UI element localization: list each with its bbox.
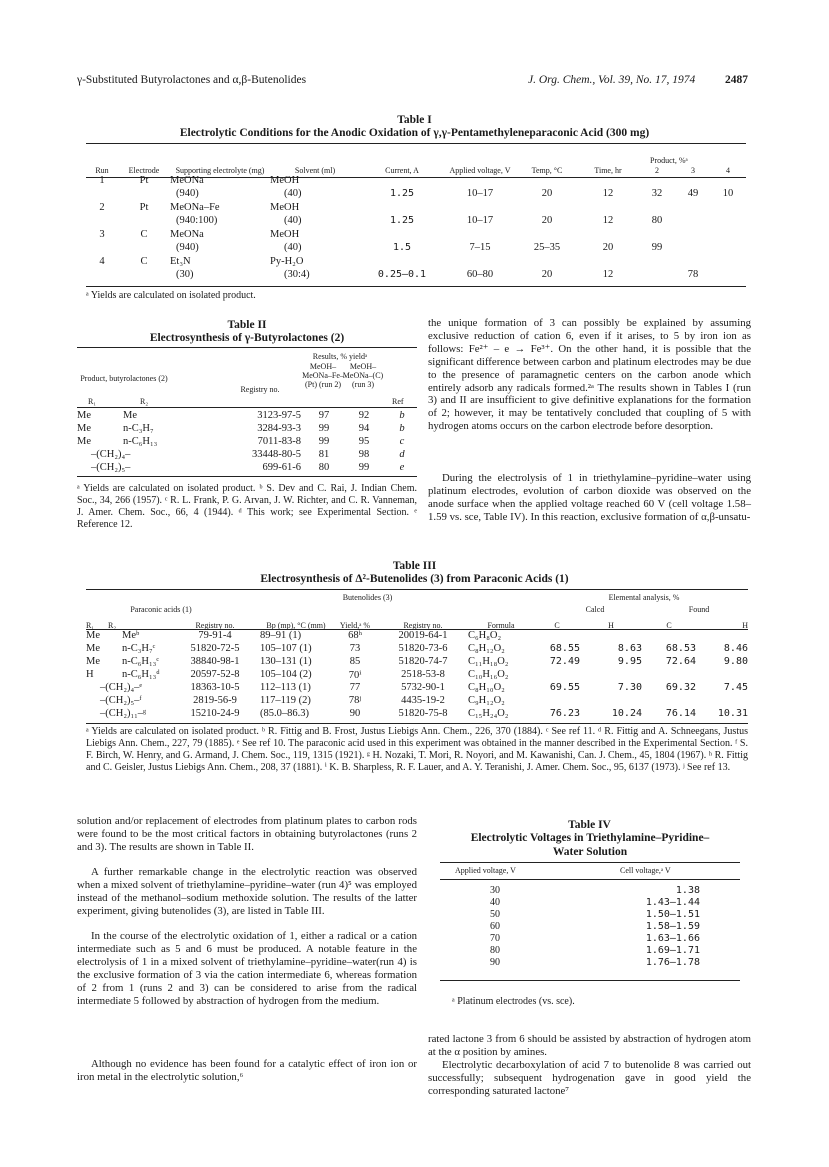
t3-registry-butenolide: 51820-75-8 xyxy=(398,708,448,719)
t3-registry-acid: 2819-56-9 xyxy=(193,695,237,706)
table3-head-rule xyxy=(86,629,748,630)
t3-r1: –(CH₂)₁₁–ᵍ xyxy=(100,708,147,719)
t1-run: 3 xyxy=(99,229,105,240)
t3-formula: C₆H₈O₂ xyxy=(468,630,502,641)
table3-label: Table III xyxy=(392,560,437,572)
t3-formula: C₉H₁₂O₂ xyxy=(468,695,505,706)
t1-voltage: 60–80 xyxy=(466,269,494,280)
table4-label: Table IV xyxy=(568,819,611,831)
t3-h-r1: R₁ xyxy=(86,621,95,630)
t3-yield: 73 xyxy=(349,643,361,654)
t3-calcd-c: 76.23 xyxy=(549,708,580,719)
t3-registry-butenolide: 51820-73-6 xyxy=(398,643,448,654)
table3-row xyxy=(86,630,748,643)
t1-product4 xyxy=(710,242,746,256)
t3-found-c xyxy=(642,669,696,682)
t1-product3 xyxy=(676,215,710,229)
t1-electrolyte-amount: (30) xyxy=(176,269,194,280)
t1-solvent: MeOH xyxy=(270,229,300,240)
t1-electrolyte: Et₃N xyxy=(170,256,191,267)
t3-registry-acid: 18363-10-5 xyxy=(190,682,240,693)
t1-current: 1.25 xyxy=(389,215,415,226)
table1-row-cont xyxy=(86,188,746,202)
t3-calcd-c xyxy=(534,695,580,708)
running-header-left: γ-Substituted Butyrolactones and α,β-Butenolides xyxy=(77,74,307,86)
t3-registry-butenolide: 5732-90-1 xyxy=(401,682,445,693)
t1-electrolyte: MeONa xyxy=(170,229,204,240)
t4-applied: 40 xyxy=(490,897,500,908)
table3-footnote: ᵃ Yields are calculated on isolated product. ᵇ R. Fittig and B. Frost, Justus Liebigs Ann. Chem., 226, 370 (1884). ᶜ See ref 11. ᵈ R. Fittig and A. Schneegans, Justus Liebigs Ann. Chem., 227, 79 (1885). ᵉ See ref 10. The paraconic acid used in this experiment was obtained in the manner described in the Experimental Section. ᶠ S. F. Birch, W. Henry, and G. Armand, J. Chem. Soc., 119, 1315 (1921). ᵍ H. Nozaki, T. Mori, R. Noyori, and M. Kawanishi, Can. J. Chem., 45, 1804 (1967). ʰ R. Fittig and C. Geisler, Justus Liebigs Ann. Chem., 208, 37 (1881). ⁱ K. B. Sharpless, R. F. Lauer, and A. Y. Teranishi, J. Amer. Chem. Soc., 95, 6137 (1973). ʲ See ref 13. xyxy=(86,726,748,773)
t1-product3: 78 xyxy=(687,269,699,280)
t2-h-product: Product, butyrolactones (2) xyxy=(80,374,168,383)
t1-h-electrode: Electrode xyxy=(128,166,160,175)
t2-h-run2: MeOH–MeONa–Fe–(Pt) (run 2) xyxy=(302,362,344,389)
t1-h-p3: 3 xyxy=(691,166,695,175)
t2-ref: c xyxy=(399,436,405,447)
t2-yield-run2: 80 xyxy=(318,462,330,473)
t1-electrode: Pt xyxy=(139,175,149,186)
t1-run: 1 xyxy=(99,175,105,186)
t3-registry-acid: 79-91-4 xyxy=(198,630,232,641)
table4-row xyxy=(440,945,740,957)
t4-cell: 1.63–1.66 xyxy=(645,933,700,944)
t3-registry-acid: 51820-72-5 xyxy=(190,643,240,654)
t1-electrode: C xyxy=(140,256,148,267)
t3-found-h: 10.31 xyxy=(717,708,748,719)
t4-cell: 1.58–1.59 xyxy=(645,921,700,932)
t3-registry-butenolide: 2518-53-8 xyxy=(401,669,445,680)
t1-electrolyte: MeONa–Fe xyxy=(170,202,220,213)
t2-yield-run3: 95 xyxy=(358,436,370,447)
t3-calcd-c xyxy=(534,669,580,682)
table4-row xyxy=(440,933,740,945)
t1-product2: 32 xyxy=(651,188,663,199)
t1-product4: 10 xyxy=(722,188,734,199)
table4-row xyxy=(440,885,740,897)
t2-ref: b xyxy=(399,410,405,421)
t3-bp: 105–107 (1) xyxy=(260,643,312,654)
table1-row-cont xyxy=(86,242,746,256)
t1-current: 1.5 xyxy=(392,242,412,253)
left-paragraph-2: A further remarkable change in the electrolytic reaction was observed when a mixed solvent of triethylamine–pyridine–water (run 4)⁵ was employed instead of the methanol–sodium methoxide solution. The results of the latter experiment, giving butenolides (3), are listed in Table III. xyxy=(77,866,417,917)
t3-found-c xyxy=(642,630,696,643)
table3-row xyxy=(86,682,748,695)
t2-r2: n-C₆H₁₃ xyxy=(123,436,158,447)
table2-row xyxy=(77,423,417,436)
table1-footnote: ᵃ Yields are calculated on isolated product. xyxy=(86,290,256,301)
t3-group-elemental: Elemental analysis, % xyxy=(608,593,680,602)
t1-run: 2 xyxy=(99,202,105,213)
table1-bottom-rule xyxy=(86,286,746,287)
table4-row xyxy=(440,897,740,909)
t4-cell: 1.43–1.44 xyxy=(645,897,700,908)
t3-r1: H xyxy=(86,669,94,680)
t3-calcd-h: 8.63 xyxy=(617,643,642,654)
t2-r2: n-C₃H₇ xyxy=(123,423,154,434)
t4-applied: 50 xyxy=(490,909,500,920)
t1-h-run: Run xyxy=(95,166,109,175)
t2-yield-run3: 92 xyxy=(358,410,370,421)
table4-top-rule xyxy=(440,862,740,863)
t4-applied: 30 xyxy=(490,885,500,896)
t1-solvent: MeOH xyxy=(270,202,300,213)
table1-head-rule xyxy=(86,177,746,178)
t3-h-calc-c: C xyxy=(554,621,560,630)
table1 xyxy=(86,145,746,283)
t4-cell: 1.38 xyxy=(675,885,700,896)
t4-applied: 80 xyxy=(490,945,500,956)
t3-calcd-h xyxy=(580,630,642,643)
t1-solvent-amount: (40) xyxy=(284,188,302,199)
t1-h-product-group: Product, %ᵃ xyxy=(650,156,688,165)
t2-h-ref: Ref xyxy=(392,397,404,406)
t3-yield: 68ʰ xyxy=(348,630,362,641)
t3-calcd-h: 10.24 xyxy=(611,708,642,719)
table2-row xyxy=(77,449,417,462)
t2-yield-run2: 97 xyxy=(318,410,330,421)
table1-row xyxy=(86,256,746,269)
t3-h-reg1: Registry no. xyxy=(195,621,235,630)
table2-row xyxy=(77,462,417,475)
table4 xyxy=(440,885,740,969)
t4-h-applied: Applied voltage, V xyxy=(455,866,516,875)
t3-found-h xyxy=(696,695,748,708)
t1-product4 xyxy=(710,269,746,283)
t2-h-r2: R₂ xyxy=(140,397,149,406)
t1-product4 xyxy=(710,215,746,229)
t1-h-voltage: Applied voltage, V xyxy=(449,166,511,175)
t4-applied: 70 xyxy=(490,933,500,944)
right-paragraph-2: During the electrolysis of 1 in triethylamine–pyridine–water using platinum electrodes, evolution of carbon dioxide was observed on the anode surface when the applied voltage reached 60 V (cell voltage 1.58–1.59 vs. sce, Table IV). In this reaction, exclusive formation of α,β-unsatu- xyxy=(428,472,751,523)
t2-yield-run2: 99 xyxy=(318,423,330,434)
t1-h-p2: 2 xyxy=(655,166,659,175)
table2-top-rule xyxy=(77,347,417,348)
table2-row xyxy=(77,436,417,449)
left-paragraph-4: Although no evidence has been found for a catalytic effect of iron ion or iron metal in the electrolytic solution,⁶ xyxy=(77,1058,417,1083)
t1-temp: 20 xyxy=(541,269,553,280)
t1-voltage: 10–17 xyxy=(466,215,494,226)
t3-r2: n-C₆H₁₃ᶜ xyxy=(122,656,160,667)
table2-head-rule xyxy=(77,407,417,408)
t3-found-c: 68.53 xyxy=(665,643,696,654)
t1-solvent-amount: (40) xyxy=(284,242,302,253)
t4-cell: 1.76–1.78 xyxy=(645,957,700,968)
table4-footnote: ᵃ Platinum electrodes (vs. sce). xyxy=(452,996,575,1007)
right-paragraph-4: Electrolytic decarboxylation of acid 7 to butenolide 8 was carried out successfully; subsequent hydrogenation gave in good yield the corresponding saturated lactone⁷ xyxy=(428,1059,751,1097)
t3-found-h: 7.45 xyxy=(723,682,748,693)
t1-product2: 80 xyxy=(651,215,663,226)
t4-applied: 90 xyxy=(490,957,500,968)
t1-product3 xyxy=(676,242,710,256)
t1-time: 20 xyxy=(602,242,614,253)
table4-head-rule xyxy=(440,879,740,880)
t1-solvent: Py-H₂O xyxy=(270,256,304,267)
t3-group-paraconic: Paraconic acids (1) xyxy=(130,605,192,614)
t1-h-p4: 4 xyxy=(726,166,730,175)
t1-electrode: Pt xyxy=(139,202,149,213)
t1-time: 12 xyxy=(602,188,614,199)
table2-row xyxy=(77,410,417,423)
t2-h-registry: Registry no. xyxy=(240,385,280,394)
t3-registry-acid: 38840-98-1 xyxy=(190,656,240,667)
t1-h-time: Time, hr xyxy=(594,166,622,175)
t3-group-calcd: Calcd xyxy=(585,605,605,614)
t3-yield: 78ʲ xyxy=(348,695,362,706)
table2 xyxy=(77,410,417,475)
t2-yield-run3: 94 xyxy=(358,423,370,434)
t3-h-calc-h: H xyxy=(608,621,614,630)
t3-yield: 90 xyxy=(349,708,361,719)
t4-applied: 60 xyxy=(490,921,500,932)
t3-bp: (85.0–86.3) xyxy=(260,708,309,719)
t1-h-temp: Temp, °C xyxy=(531,166,563,175)
t1-h-current: Current, A xyxy=(385,166,419,175)
t1-electrolyte: MeONa xyxy=(170,175,204,186)
table4-bottom-rule xyxy=(440,980,740,981)
t4-h-cell: Cell voltage,ᵃ V xyxy=(620,866,671,875)
t3-h-r2: R₂ xyxy=(108,621,117,630)
table1-row-cont xyxy=(86,269,746,283)
table2-title: Electrosynthesis of γ-Butyrolactones (2) xyxy=(149,332,345,344)
right-paragraph-3: rated lactone 3 from 6 should be assisted by abstraction of hydrogen atom at the α position by amines. xyxy=(428,1033,751,1058)
t3-found-h xyxy=(696,630,748,643)
running-header-journal: J. Org. Chem., Vol. 39, No. 17, 1974 xyxy=(528,74,696,86)
t4-cell: 1.50–1.51 xyxy=(645,909,700,920)
t3-r1: –(CH₂)₄–ᵉ xyxy=(100,682,143,693)
t3-found-c xyxy=(642,695,696,708)
table2-bottom-rule xyxy=(77,476,417,477)
table2-footnote: ᵃ Yields are calculated on isolated product. ᵇ S. Dev and C. Rai, J. Indian Chem. Soc., 34, 266 (1957). ᶜ R. L. Frank, P. G. Arvan, J. W. Richter, and C. R. Vanneman, J. Amer. Chem. Soc., 66, 4 (1944). ᵈ This work; see Experimental Section. ᵉ Reference 12. xyxy=(77,483,417,530)
table3-row xyxy=(86,695,748,708)
t3-calcd-c: 72.49 xyxy=(549,656,580,667)
t3-found-h: 9.80 xyxy=(723,656,748,667)
left-paragraph-3: In the course of the electrolytic oxidation of 1, either a radical or a cation intermediate such as 5 and 6 must be produced. A notable feature in the electrolysis of 1 in a mixed solvent of triethylamine–pyridine–water(run 4) is the exclusive formation of 3 via the cation intermediate 6, whereas formation of 2 from 1 (runs 2 and 3) can be considered to arise from the radical intermediate 5 followed by abstraction of hydrogen from the medium. xyxy=(77,930,417,1007)
t1-current: 1.25 xyxy=(389,188,415,199)
t2-h-results: Results, % yieldᵃ xyxy=(312,352,368,361)
t3-r1: –(CH₂)₅–ᶠ xyxy=(100,695,142,706)
t3-registry-acid: 20597-52-8 xyxy=(190,669,240,680)
t2-r1: –(CH₂)₅– xyxy=(91,462,131,473)
t2-yield-run3: 98 xyxy=(358,449,370,460)
t3-r1: Me xyxy=(86,656,100,667)
table1-row xyxy=(86,229,746,242)
t3-registry-butenolide: 4435-19-2 xyxy=(401,695,445,706)
table3-row xyxy=(86,708,748,721)
t3-registry-acid: 15210-24-9 xyxy=(190,708,240,719)
t1-solvent-amount: (30:4) xyxy=(284,269,310,280)
t1-solvent: MeOH xyxy=(270,175,300,186)
t1-electrolyte-amount: (940) xyxy=(176,188,199,199)
t3-found-c: 76.14 xyxy=(665,708,696,719)
t2-r1: Me xyxy=(77,436,91,447)
table3-row xyxy=(86,643,748,656)
t3-bp: 130–131 (1) xyxy=(260,656,312,667)
table4-row xyxy=(440,921,740,933)
t3-bp: 112–113 (1) xyxy=(260,682,311,693)
t3-found-c: 72.64 xyxy=(665,656,696,667)
t1-h-electrolyte: Supporting electrolyte (mg) xyxy=(175,166,265,175)
t2-r1: –(CH₂)₄– xyxy=(91,449,131,460)
t3-bp: 89–91 (1) xyxy=(260,630,302,641)
t1-run: 4 xyxy=(99,256,105,267)
t2-registry: 699-61-6 xyxy=(262,462,301,473)
t3-calcd-h: 9.95 xyxy=(617,656,642,667)
table3-row xyxy=(86,656,748,669)
t3-h-found-c: C xyxy=(666,621,672,630)
t1-electrode: C xyxy=(140,229,148,240)
t3-h-bp: Bp (mp), °C (mm) xyxy=(266,621,326,630)
t3-found-h xyxy=(696,669,748,682)
t3-bp: 117–119 (2) xyxy=(260,695,311,706)
t3-group-butenolides: Butenolides (3) xyxy=(342,593,393,602)
table1-row-cont xyxy=(86,215,746,229)
table3-row xyxy=(86,669,748,682)
t3-formula: C₈H₁₀O₂ xyxy=(468,682,505,693)
t2-yield-run3: 99 xyxy=(358,462,370,473)
t3-found-c: 69.32 xyxy=(665,682,696,693)
t1-h-solvent: Solvent (ml) xyxy=(294,166,336,175)
t3-h-formula: Formula xyxy=(487,621,515,630)
t2-h-r1: R₁ xyxy=(88,397,97,406)
t1-temp: 20 xyxy=(541,215,553,226)
t3-r2: n-C₆H₁₃ᵈ xyxy=(122,669,160,680)
t2-registry: 3123-97-5 xyxy=(257,410,301,421)
table4-row xyxy=(440,957,740,969)
t3-yield: 77 xyxy=(349,682,361,693)
table3-bottom-rule xyxy=(86,723,748,724)
table1-row xyxy=(86,202,746,215)
t1-product3: 49 xyxy=(687,188,699,199)
table1-top-rule xyxy=(86,143,746,144)
table4-row xyxy=(440,909,740,921)
t1-voltage: 7–15 xyxy=(469,242,491,253)
t3-formula: C₈H₁₂O₂ xyxy=(468,643,505,654)
table3-title: Electrosynthesis of Δ²-Butenolides (3) from Paraconic Acids (1) xyxy=(260,573,569,585)
t2-r1: Me xyxy=(77,423,91,434)
t1-voltage: 10–17 xyxy=(466,188,494,199)
t1-time: 12 xyxy=(602,269,614,280)
t2-ref: d xyxy=(399,449,405,460)
t3-h-reg2: Registry no. xyxy=(403,621,443,630)
t1-electrolyte-amount: (940) xyxy=(176,242,199,253)
t4-cell: 1.69–1.71 xyxy=(645,945,700,956)
t3-calcd-h xyxy=(580,669,642,682)
t3-r2: n-C₃H₇ᶜ xyxy=(122,643,156,654)
t3-registry-butenolide: 20019-64-1 xyxy=(398,630,448,641)
t2-h-run3: MeOH–MeONa–(C) (run 3) xyxy=(342,362,384,389)
t3-h-yield: Yield,ᵃ % xyxy=(339,621,371,630)
table1-label: Table I xyxy=(397,114,432,126)
left-paragraph-1: solution and/or replacement of electrodes from platinum plates to carbon rods were found to be the most critical factors in obtaining butyrolactones (runs 2 and 3). The results are shown in Table II. xyxy=(77,815,417,853)
table1-title: Electrolytic Conditions for the Anodic Oxidation of γ,γ-Pentamethyleneparaconic Acid (300 mg) xyxy=(179,127,650,139)
t3-group-found: Found xyxy=(688,605,710,614)
t3-calcd-c: 69.55 xyxy=(549,682,580,693)
t3-r1: Me xyxy=(86,630,100,641)
t3-calcd-c xyxy=(534,630,580,643)
t2-ref: b xyxy=(399,423,405,434)
table4-title: Electrolytic Voltages in Triethylamine–Pyridine–Water Solution xyxy=(470,832,710,858)
t2-registry: 33448-80-5 xyxy=(252,449,301,460)
t1-product2 xyxy=(638,269,676,283)
t1-product2: 99 xyxy=(651,242,663,253)
page-number: 2487 xyxy=(725,74,748,86)
t2-registry: 3284-93-3 xyxy=(257,423,301,434)
table2-label: Table II xyxy=(227,319,267,331)
t2-ref: e xyxy=(399,462,405,473)
t1-temp: 25–35 xyxy=(533,242,561,253)
t2-yield-run2: 99 xyxy=(318,436,330,447)
t1-electrolyte-amount: (940:100) xyxy=(176,215,218,226)
t1-current: 0.25–0.1 xyxy=(377,269,427,280)
t3-formula: C₁₁H₁₈O₂ xyxy=(468,656,509,667)
t3-h-found-h: H xyxy=(742,621,748,630)
t3-formula: C₁₀H₁₆O₂ xyxy=(468,669,509,680)
t3-bp: 105–104 (2) xyxy=(260,669,312,680)
t3-r2: Meᵇ xyxy=(122,630,140,641)
table3-top-rule xyxy=(86,589,748,590)
t3-calcd-h xyxy=(580,695,642,708)
t3-found-h: 8.46 xyxy=(723,643,748,654)
t3-formula: C₁₅H₂₄O₂ xyxy=(468,708,509,719)
t3-yield: 70ⁱ xyxy=(348,670,362,681)
right-paragraph-1: the unique formation of 3 can possibly be explained by assuming exclusive reduction of cation 6, even if it arises, to 5 by iron ion as follows: Fe²⁺ – e → Fe³⁺. On the other hand, it is possible that the significant difference between carbon and platinum electrodes may be due to the presence of paramagnetic centers on the carbon anode which entirely adsorb any radicals formed.²ᵃ The results shown in Tables I (run 3) and II are insufficient to give definitive explanations for the formation of 2; however, it may be tentatively concluded that coupling of 5 with hydrogen atoms occurs on the carbon electrode before desorption. xyxy=(428,317,751,433)
t1-time: 12 xyxy=(602,215,614,226)
t2-r1: Me xyxy=(77,410,91,421)
t1-temp: 20 xyxy=(541,188,553,199)
t3-registry-butenolide: 51820-74-7 xyxy=(398,656,448,667)
t3-yield: 85 xyxy=(349,656,361,667)
t1-solvent-amount: (40) xyxy=(284,215,302,226)
t2-yield-run2: 81 xyxy=(318,449,330,460)
t2-registry: 7011-83-8 xyxy=(257,436,301,447)
t2-r2: Me xyxy=(123,410,137,421)
t3-calcd-h: 7.30 xyxy=(617,682,642,693)
t3-r1: Me xyxy=(86,643,100,654)
t3-calcd-c: 68.55 xyxy=(549,643,580,654)
